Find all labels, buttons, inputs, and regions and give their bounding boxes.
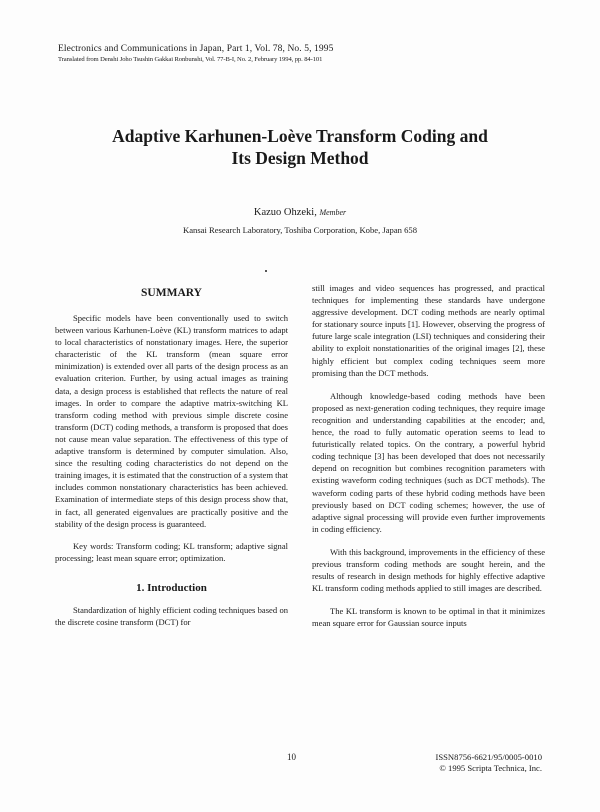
introduction-left-text: Standardization of highly efficient coding techniques based on the discrete cosine transform (DCT) for (55, 604, 288, 628)
separator-dot (265, 270, 267, 272)
issn-block (436, 752, 542, 774)
author-name: Kazuo Ohzeki, (253, 207, 317, 218)
author-line (60, 207, 540, 218)
right-column (312, 282, 545, 640)
issn: ISSN8756-6621/95/0005-0010 (435, 752, 542, 762)
keywords: Key words: Transform coding; KL transform; adaptive signal processing; least mean square error; optimization. (55, 540, 288, 563)
page-number: 10 (287, 752, 296, 762)
paper-title-line-1: Adaptive Karhunen-Loève Transform Coding and (112, 126, 488, 146)
author-affiliation: Kansai Research Laboratory, Toshiba Corporation, Kobe, Japan 658 (183, 225, 417, 235)
introduction-paragraph-2: Although knowledge-based coding methods have been proposed as next-generation coding techniques, they require image recognition and understanding capabilities at the encoder; and, hence, the road to fully automatic operation seems to lead to futuristically related topics. On the contrary, a powerful hybrid coding technique [3] has been developed that does not necessarily depend on recognition but combines recognition parameters with existing waveform coding techniques (such as DCT methods). The waveform coding parts of these hybrid coding methods have been previously based on DCT coding schemes; however, the use of adaptive signal processing will provide even further improvements in coding efficiency. (312, 390, 545, 534)
author-role: Member (319, 208, 347, 217)
introduction-paragraph-3: With this background, improvements in the efficiency of these previous transform coding methods are sought herein, and the results of research in design methods for highly effective adaptive KL transform coding methods applied to still images are described. (312, 546, 545, 594)
introduction-heading: 1. Introduction (136, 581, 207, 594)
copyright: © 1995 Scripta Technica, Inc. (439, 763, 542, 773)
translation-note: Translated from Denshi Joho Tsushin Gakkai Ronbunshi, Vol. 77-B-I, No. 2, February 1994, pp. 84-101 (58, 56, 323, 63)
journal-citation: Electronics and Communications in Japan, Part 1, Vol. 78, No. 5, 1995 (58, 44, 334, 54)
left-column (55, 280, 288, 638)
paper-title-line-2: Its Design Method (231, 148, 369, 168)
summary-heading: SUMMARY (141, 287, 202, 299)
summary-text: Specific models have been conventionally used to switch between various Karhunen-Loève (KL) transform matrices to adapt to local characteristics of nonstationary images. Here, the superior characteristic of the KL transform (mean square error minimization) is extended over all parts of the design process as an evaluation criterion. Further, by using actual images as training data, a design process is established that reflects the nature of real images. In order to compare the adaptive matrix-switching KL transform coding method with previous simple discrete cosine transform (DCT) coding methods, a transform is proposed that does not cause mean value separation. The effectiveness of this type of adaptive transform is determined by computer simulation. Also, since the resulting coding characteristics do not depend on the training images, it is estimated that the construction of a system that includes common nonstationary characteristics has been achieved. Examination of intermediate steps of this design process show that, in fact, all generated eigenvalues are practically positive and the stability of the design process is guaranteed. (55, 313, 288, 529)
introduction-paragraph-1: still images and video sequences has progressed, and practical techniques for implementing these standards have undergone aggressive development. DCT coding methods are nearly optimal for stationary source inputs [1]. However, observing the progress of future large scale integration (LSI) techniques and considering their ability to exploit nonstationarities of the original images [2], these highly efficient but complex coding techniques seem more promising than the DCT methods. (312, 283, 545, 378)
introduction-paragraph-4: The KL transform is known to be optimal in that it minimizes mean square error for Gaussian source inputs (312, 606, 545, 629)
